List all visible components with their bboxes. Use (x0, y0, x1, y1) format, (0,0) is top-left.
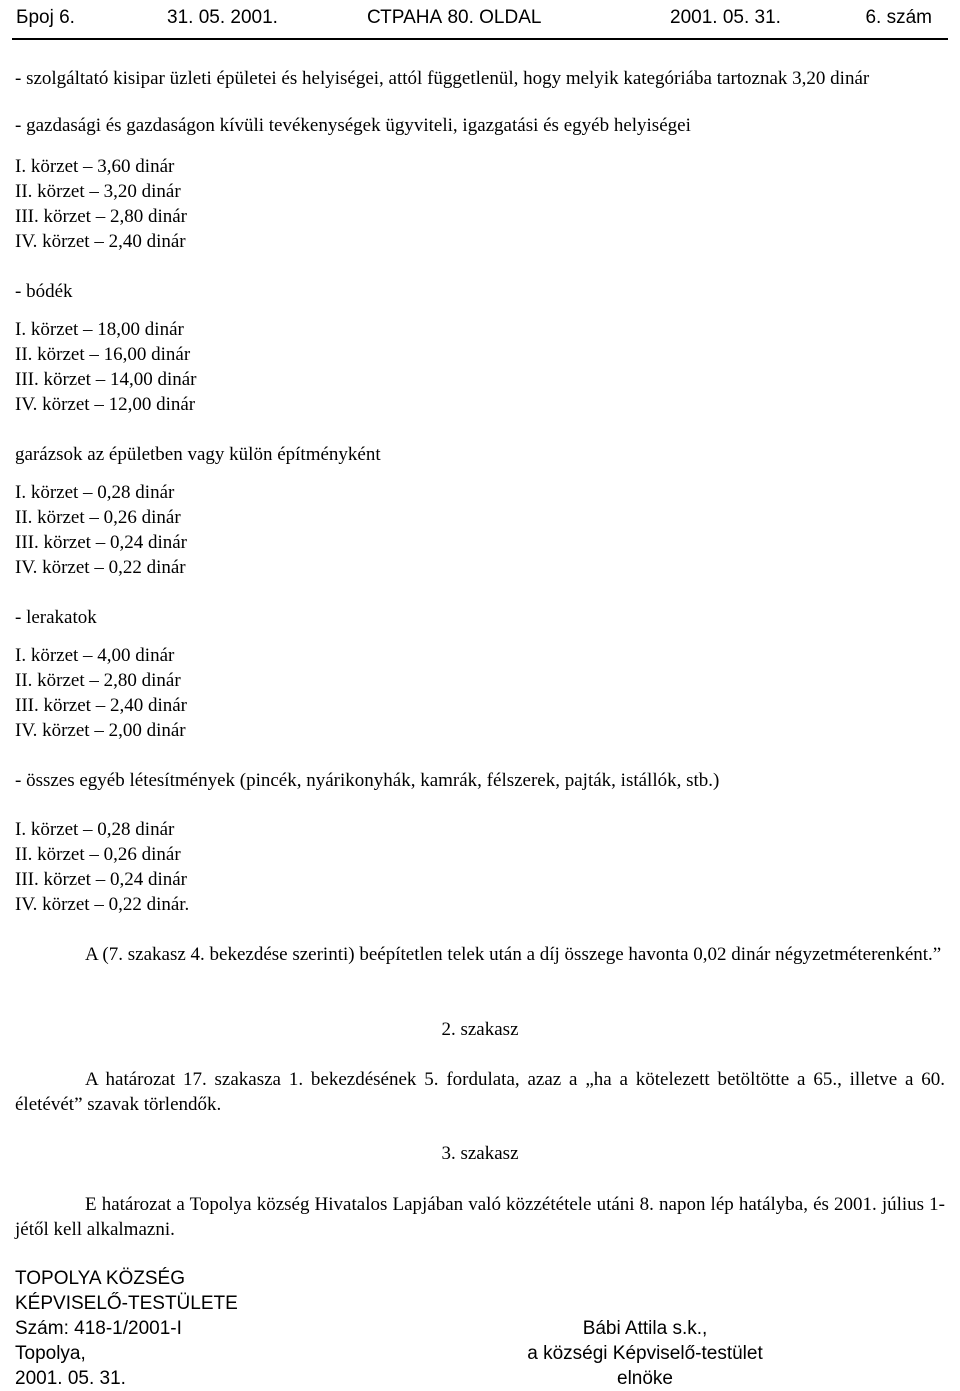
group-5-item: II. körzet – 0,26 dinár (15, 844, 181, 865)
group-3-title: garázsok az épületben vagy külön építményként (15, 444, 381, 465)
group-1-item: II. körzet – 3,20 dinár (15, 181, 181, 202)
group-4-item: II. körzet – 2,80 dinár (15, 670, 181, 691)
group-1-item: III. körzet – 2,80 dinár (15, 206, 187, 227)
group-5-item: IV. körzet – 0,22 dinár. (15, 894, 190, 915)
header-rule (12, 38, 948, 40)
section-3-heading: 3. szakasz (441, 1143, 519, 1164)
group-5-title: - összes egyéb létesítmények (pincék, nyárikonyhák, kamrák, félszerek, pajták, istállók, stb.) (15, 770, 720, 791)
group-5-item: I. körzet – 0,28 dinár (15, 819, 175, 840)
signer-role-line-2: elnöke (617, 1368, 673, 1389)
signer-name: Bábi Attila s.k., (582, 1318, 708, 1339)
group-3-item: III. körzet – 0,24 dinár (15, 532, 187, 553)
section-2-heading: 2. szakasz (441, 1019, 519, 1040)
header-date-right: 2001. 05. 31. (670, 7, 781, 28)
issuer-block (15, 1266, 238, 1391)
issuer-org-line-2: KÉPVISELŐ-TESTÜLETE (15, 1293, 238, 1314)
page-header (12, 7, 948, 37)
group-2-item: IV. körzet – 12,00 dinár (15, 394, 196, 415)
group-4-title: - lerakatok (15, 607, 97, 628)
issuer-org-line-1: TOPOLYA KÖZSÉG (15, 1268, 185, 1289)
issue-number-hungarian: 6. szám (865, 7, 932, 28)
place: Topolya, (15, 1343, 86, 1364)
section-3-text: E határozat a Topolya község Hivatalos Lapjában való közzététele utáni 8. napon lép hatályba, és 2001. július 1-jétől kell alkalmazni. (15, 1194, 945, 1240)
group-5-item: III. körzet – 0,24 dinár (15, 869, 187, 890)
group-2-title: - bódék (15, 281, 73, 302)
page-number: СТРАНА 80. OLDAL (367, 7, 542, 28)
issue-number-serbian: Број 6. (16, 7, 75, 28)
intro-line-1: - szolgáltató kisipar üzleti épületei és helyiségei, attól függetlenül, hogy melyik kategóriába tartoznak 3,20 dinár (15, 68, 870, 89)
issue-date: 2001. 05. 31. (15, 1368, 126, 1389)
signer-role-line-1: a községi Képviselő-testület (527, 1343, 763, 1364)
group-4-item: III. körzet – 2,40 dinár (15, 695, 187, 716)
group-4-item: IV. körzet – 2,00 dinár (15, 720, 186, 741)
header-date-left: 31. 05. 2001. (167, 7, 278, 28)
intro-line-2: - gazdasági és gazdaságon kívüli tevékenységek ügyviteli, igazgatási és egyéb helyiségei (15, 115, 691, 136)
group-2-item: I. körzet – 18,00 dinár (15, 319, 184, 340)
signature-block (520, 1316, 770, 1391)
group-3-item: IV. körzet – 0,22 dinár (15, 557, 186, 578)
group-2-item: III. körzet – 14,00 dinár (15, 369, 197, 390)
group-1-item: IV. körzet – 2,40 dinár (15, 231, 186, 252)
section-2-text: A határozat 17. szakasza 1. bekezdésének 5. fordulata, azaz a „ha a kötelezett betöltötte a 65., illetve a 60. életévét” szavak törlendők. (15, 1069, 945, 1115)
group-1-item: I. körzet – 3,60 dinár (15, 156, 175, 177)
group-3-item: II. körzet – 0,26 dinár (15, 507, 181, 528)
group-3-item: I. körzet – 0,28 dinár (15, 482, 175, 503)
document-number: Szám: 418-1/2001-I (15, 1318, 182, 1339)
undeveloped-plot-paragraph: A (7. szakasz 4. bekezdése szerinti) beépítetlen telek után a díj összege havonta 0,02 dinár négyzetméterenként.” (85, 944, 942, 965)
group-4-item: I. körzet – 4,00 dinár (15, 645, 175, 666)
group-2-item: II. körzet – 16,00 dinár (15, 344, 191, 365)
